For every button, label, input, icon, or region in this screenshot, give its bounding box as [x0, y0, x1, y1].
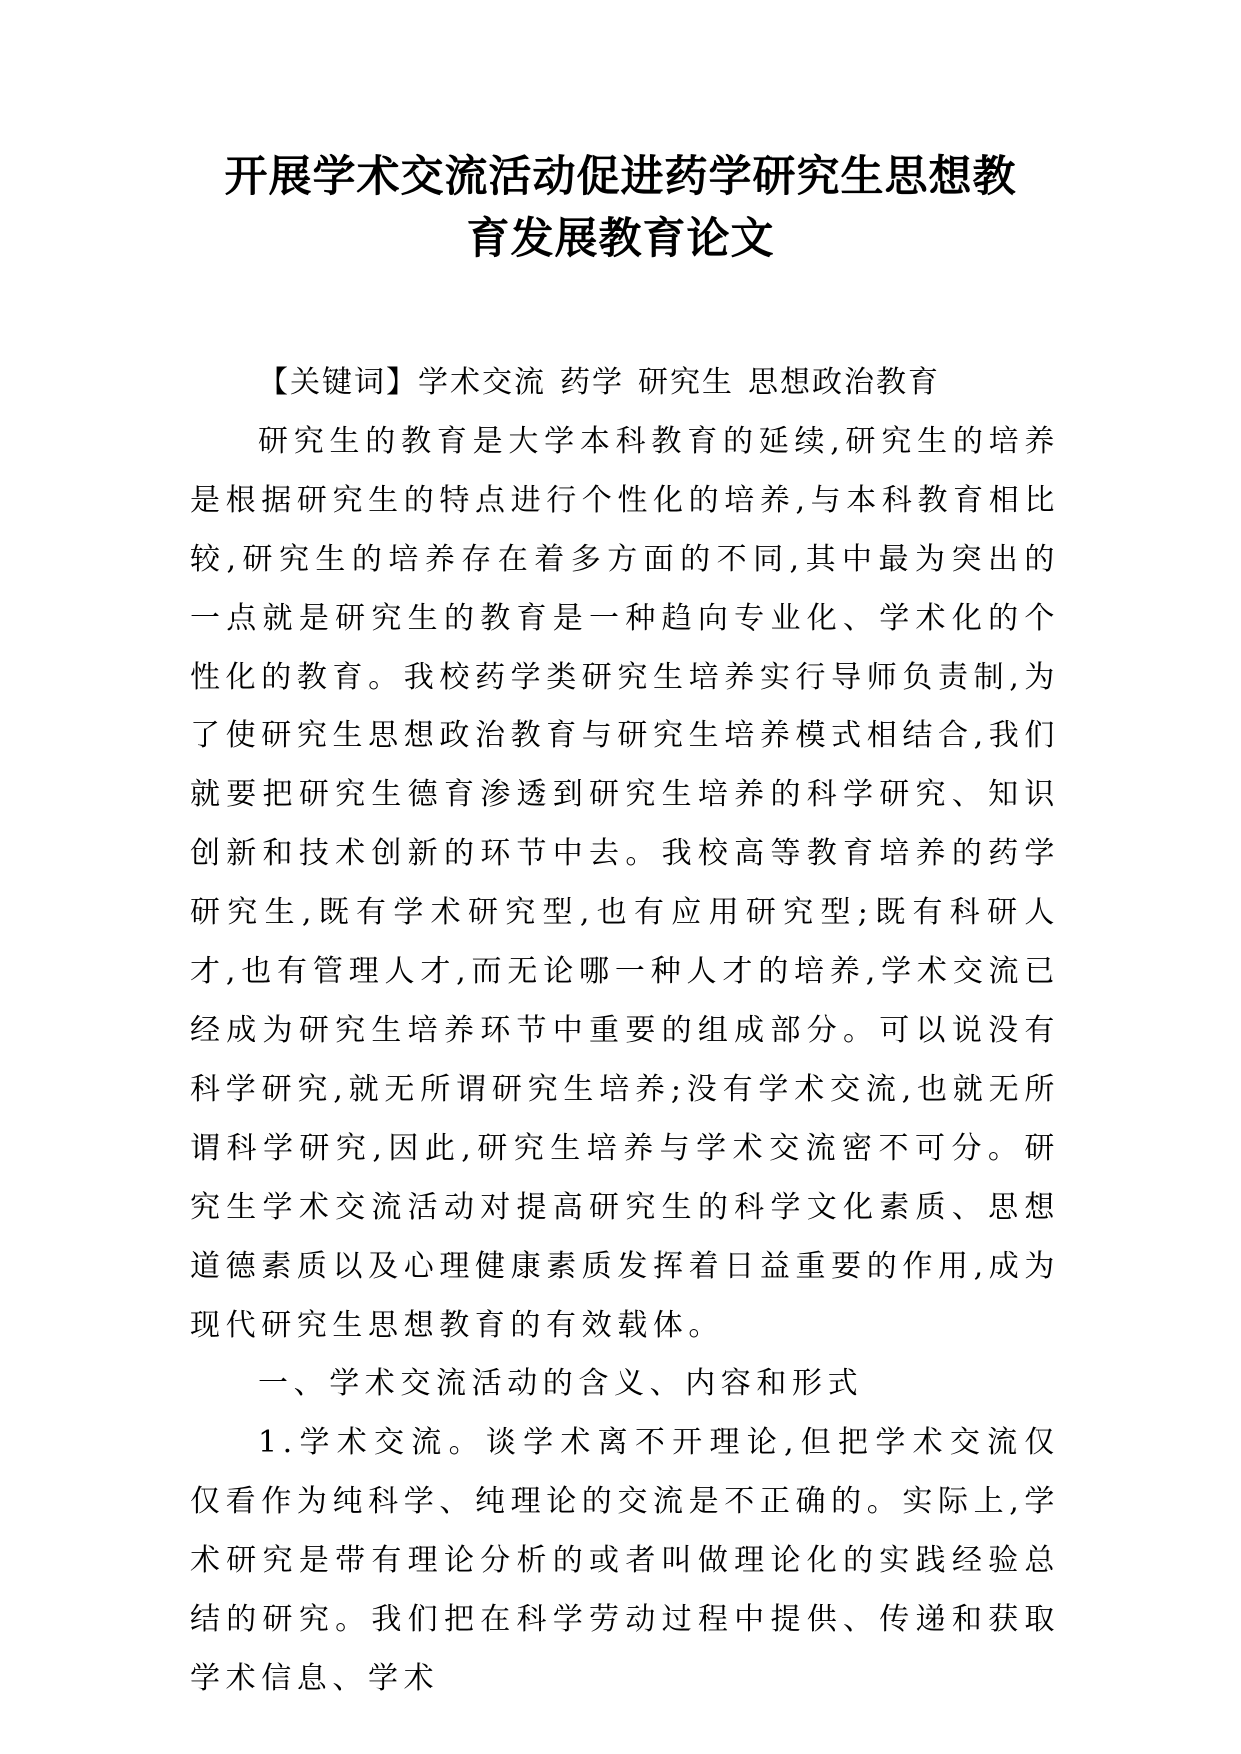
title-line-2: 育发展教育论文 — [466, 214, 775, 264]
title-line-1: 开展学术交流活动促进药学研究生思想教 — [224, 152, 1017, 202]
keyword-item: 研究生 — [638, 365, 734, 400]
document-title — [160, 146, 1081, 270]
keyword-item: 学术交流 — [418, 365, 546, 400]
keyword-item: 药学 — [560, 365, 624, 400]
document-body — [190, 354, 1060, 1709]
section-heading: 一、学术交流活动的含义、内容和形式 — [258, 1366, 864, 1402]
paragraph-academic-exchange: 1.学术交流。谈学术离不开理论,但把学术交流仅仅看作为纯科学、纯理论的交流是不正确的。实际上,学术研究是带有理论分析的或者叫做理论化的实践经验总结的研究。我们把在科学劳动过程中提供、传递和获取学术信息、学术 — [190, 1425, 1060, 1696]
paragraph-intro: 研究生的教育是大学本科教育的延续,研究生的培养是根据研究生的特点进行个性化的培养,与本科教育相比较,研究生的培养存在着多方面的不同,其中最为突出的一点就是研究生的教育是一种趋向专业化、学术化的个性化的教育。我校药学类研究生培养实行导师负责制,为了使研究生思想政治教育与研究生培养模式相结合,我们就要把研究生德育渗透到研究生培养的科学研究、知识创新和技术创新的环节中去。我校高等教育培养的药学研究生,既有学术研究型,也有应用研究型;既有科研人才,也有管理人才,而无论哪一种人才的培养,学术交流已经成为研究生培养环节中重要的组成部分。可以说没有科学研究,就无所谓研究生培养;没有学术交流,也就无所谓科学研究,因此,研究生培养与学术交流密不可分。研究生学术交流活动对提高研究生的科学文化素质、思想道德素质以及心理健康素质发挥着日益重要的作用,成为现代研究生思想教育的有效载体。 — [190, 423, 1060, 1343]
keywords-line — [190, 354, 1060, 413]
keyword-item: 思想政治教育 — [748, 365, 940, 400]
keywords-label: 【关键词】 — [258, 365, 418, 400]
